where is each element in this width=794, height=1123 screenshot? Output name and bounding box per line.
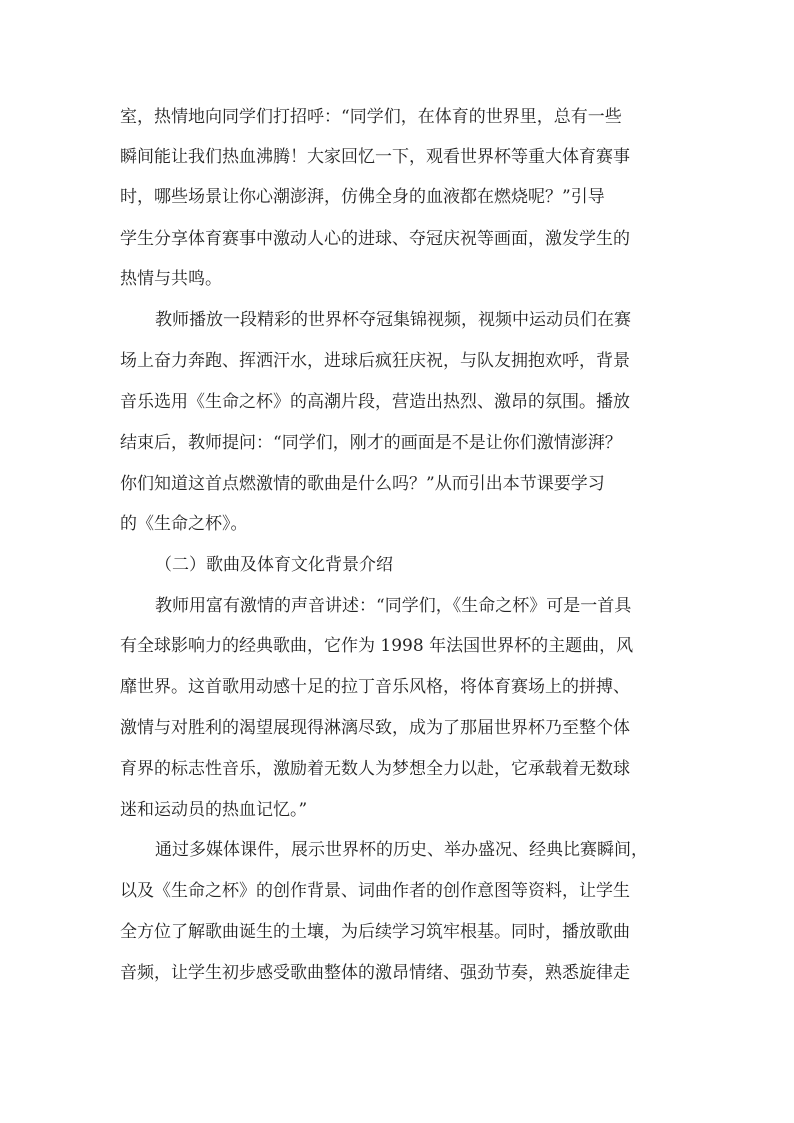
paragraph-line: 学生分享体育赛事中激动人心的进球、夺冠庆祝等画面，激发学生的 (120, 229, 630, 249)
paragraph-line: 室，热情地向同学们打招呼：“同学们，在体育的世界里，总有一些 (120, 107, 622, 127)
paragraph-line: 迷和运动员的热血记忆。” (120, 800, 308, 820)
paragraph-line: 热情与共鸣。 (120, 269, 222, 289)
paragraph-line: 瞬间能让我们热血沸腾！大家回忆一下，观看世界杯等重大体育赛事 (120, 147, 630, 167)
paragraph-line: 的《生命之杯》。 (120, 514, 248, 534)
paragraph-line: 音乐选用《生命之杯》的高潮片段，营造出热烈、激昂的氛围。播放 (120, 392, 630, 412)
paragraph-line: 教师播放一段精彩的世界杯夺冠集锦视频，视频中运动员们在赛 (155, 310, 631, 330)
paragraph-line: 教师用富有激情的声音讲述：“同学们，《生命之杯》可是一首具 (155, 596, 632, 616)
paragraph-line: 激情与对胜利的渴望展现得淋漓尽致，成为了那届世界杯乃至整个体 (120, 718, 630, 738)
paragraph-line: 靡世界。这首歌用动感十足的拉丁音乐风格，将体育赛场上的拼搏、 (120, 677, 630, 697)
paragraph-line: 音频，让学生初步感受歌曲整体的激昂情绪、强劲节奏，熟悉旋律走 (120, 963, 630, 983)
paragraph-line: 育界的标志性音乐，激励着无数人为梦想全力以赴，它承载着无数球 (120, 759, 630, 779)
paragraph-line: 以及《生命之杯》的创作背景、词曲作者的创作意图等资料，让学生 (120, 881, 630, 901)
paragraph-line: 通过多媒体课件，展示世界杯的历史、举办盛况、经典比赛瞬间， (155, 840, 648, 860)
paragraph-line: 你们知道这首点燃激情的歌曲是什么吗？”从而引出本节课要学习 (120, 474, 605, 494)
paragraph-line: 结束后，教师提问：“同学们，刚才的画面是不是让你们激情澎湃？ (120, 433, 622, 453)
paragraph-line: 全方位了解歌曲诞生的土壤，为后续学习筑牢根基。同时，播放歌曲 (120, 922, 630, 942)
paragraph-line: 时，哪些场景让你心潮澎湃，仿佛全身的血液都在燃烧呢？”引导 (120, 187, 605, 207)
paragraph-line: 场上奋力奔跑、挥洒汗水，进球后疯狂庆祝，与队友拥抱欢呼，背景 (120, 351, 630, 371)
paragraph-line: 有全球影响力的经典歌曲，它作为 1998 年法国世界杯的主题曲，风 (120, 636, 634, 656)
section-heading: （二）歌曲及体育文化背景介绍 (155, 555, 393, 575)
